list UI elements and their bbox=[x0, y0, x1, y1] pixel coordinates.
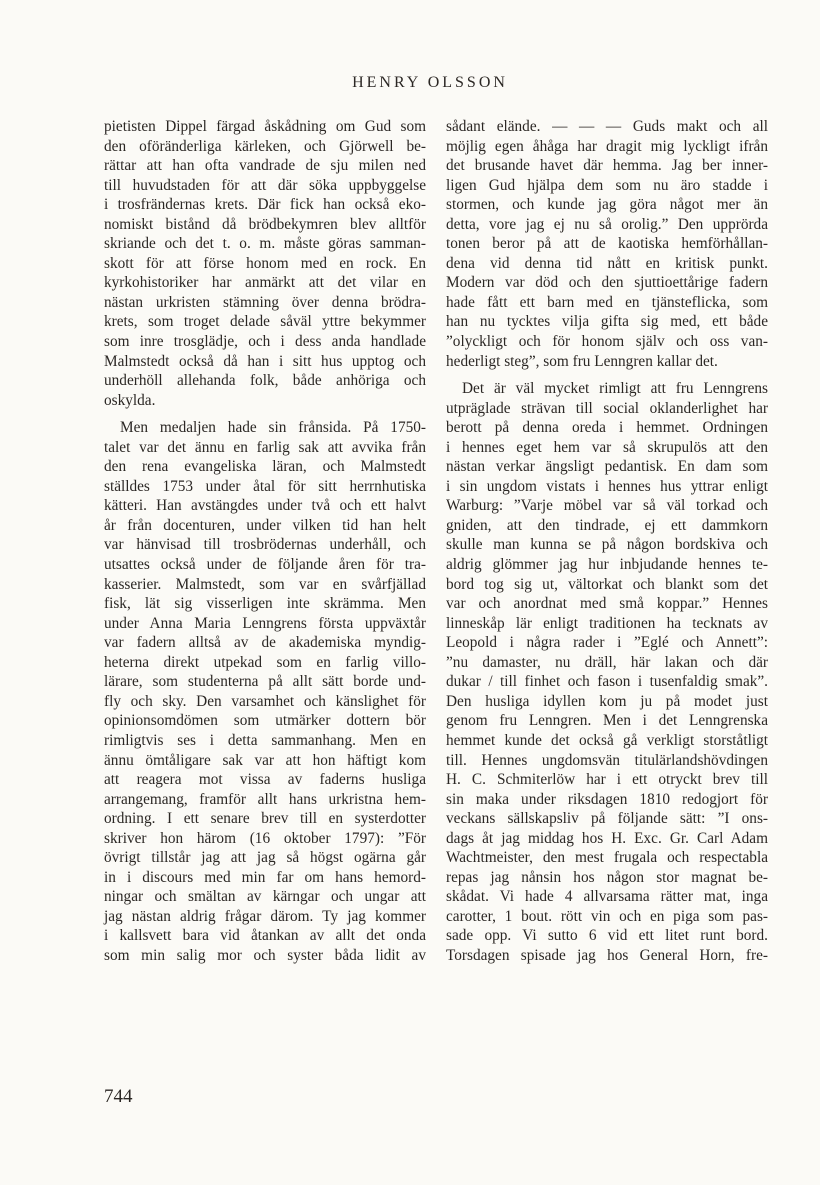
text-line: den oföränderliga kärleken, och Gjörwell be- bbox=[104, 137, 426, 155]
text-line: dena vid denna tid nått en kritisk punkt. bbox=[446, 254, 768, 272]
text-line: Men medaljen hade sin frånsida. På 1750- bbox=[120, 419, 426, 437]
text-line: tonen beror på att de kaotiska hemförhållan- bbox=[446, 235, 768, 253]
text-line: sådant elände. — — — Guds makt och all bbox=[446, 118, 768, 135]
text-line: skriande och det t. o. m. måste göras samman- bbox=[104, 235, 426, 253]
text-line: skådat. Vi hade 4 allvarsama rätter mat, inga bbox=[446, 888, 768, 906]
text-line: kyrkohistoriker har anmärkt att det vilar en bbox=[104, 274, 426, 292]
text-line: hemmet kunde det också gå verkligt storståtligt bbox=[446, 731, 768, 749]
text-line: var och anordnat med små koppar.” Hennes bbox=[446, 595, 768, 613]
text-line: gniden, att den tindrade, ej ett dammkorn bbox=[446, 516, 768, 534]
right-column bbox=[446, 117, 768, 966]
text-line: pietisten Dippel färgad åskådning om Gud som bbox=[104, 118, 426, 135]
text-line: hederligt steg”, som fru Lenngren kallar det. bbox=[446, 352, 718, 370]
text-line: som min salig mor och syster båda lidit av bbox=[104, 946, 426, 964]
text-line: lärare, som studenterna på allt sätt borde und- bbox=[104, 673, 426, 691]
page-number: 744 bbox=[104, 1086, 133, 1107]
text-line: dags åt jag middag hos H. Exc. Gr. Carl Adam bbox=[446, 829, 768, 847]
running-head: HENRY OLSSON bbox=[352, 74, 508, 91]
text-line: bord tog sig ut, vältorkat och blankt som det bbox=[446, 575, 768, 593]
text-line: Det är väl mycket rimligt att fru Lenngrens bbox=[462, 380, 768, 398]
text-line: övrigt tillstår jag att jag så högst ogärna går bbox=[104, 849, 426, 867]
text-line: Torsdagen spisade jag hos General Horn, fre- bbox=[446, 946, 768, 964]
text-line: hade fått ett barn med en tjänsteflicka, som bbox=[446, 293, 768, 311]
text-line: nästan verkar ängsligt pedantisk. En dam som bbox=[446, 458, 768, 476]
text-line: Leopold i några rader i ”Eglé och Annett”: bbox=[446, 634, 768, 652]
text-line: opinionsomdömen som utmärker dottern bör bbox=[104, 712, 426, 730]
text-line: underhöll allehanda folk, både anhöriga och bbox=[104, 372, 426, 390]
text-line: i kallsvett bara vid åtankan av allt det onda bbox=[104, 927, 426, 945]
paragraph bbox=[104, 418, 426, 965]
paragraph bbox=[446, 379, 768, 965]
text-line: var hänvisad till trosbrödernas underhåll, och bbox=[104, 536, 426, 554]
text-line: rimligtvis ses i detta sammanhang. Men en bbox=[104, 731, 426, 749]
text-line: talet var det ännu en farlig sak att avvika från bbox=[104, 438, 426, 456]
text-line: under Anna Maria Lenngrens första uppväxtår bbox=[104, 614, 426, 632]
text-line: aldrig glömmer jag hur inbjudande hennes te- bbox=[446, 556, 768, 574]
text-line: den rena evangeliska läran, och Malmstedt bbox=[104, 458, 426, 476]
text-line: Wachtmeister, den mest frugala och respectabla bbox=[446, 849, 768, 867]
text-line: Warburg: ”Varje möbel var så väl torkad och bbox=[446, 497, 768, 515]
text-line: som inre trosglädje, och i dess anda handlade bbox=[104, 333, 426, 351]
text-line: ännu ömtåligare sak var att hon häftigt kom bbox=[104, 751, 426, 769]
text-line: utpräglade strävan till social oklanderlighet har bbox=[446, 399, 768, 417]
text-line: dukar / till finhet och fason i tusenfaldig smak”. bbox=[446, 673, 768, 691]
text-line: ningar och smältan av kärngar och ungar att bbox=[104, 888, 426, 906]
text-line: han nu tycktes vilja gifta sig med, ett både bbox=[446, 313, 768, 331]
paragraph bbox=[446, 117, 768, 371]
text-line: berott på denna oreda i hemmet. Ordningen bbox=[446, 419, 768, 437]
text-line: fisk, lät sig visserligen inte skrämma. Men bbox=[104, 595, 426, 613]
text-line: ordning. I ett senare brev till en systerdotter bbox=[104, 810, 426, 828]
text-line: carotter, 1 bout. rött vin och en piga som pas- bbox=[446, 907, 768, 925]
text-line: att reagera mot vissa av faderns husliga bbox=[104, 771, 426, 789]
text-line: nästan urkristen stämning över denna brödra- bbox=[104, 293, 426, 311]
paragraph bbox=[104, 117, 426, 410]
text-line: utsattes också under de följande åren för tra- bbox=[104, 556, 426, 574]
text-line: Malmstedt också då han i sitt hus upptog och bbox=[104, 352, 426, 370]
text-line: i hennes eget hem var så skrupulös att den bbox=[446, 438, 768, 456]
text-line: sade opp. Vi sutto 6 vid ett litet runt bord. bbox=[446, 927, 768, 945]
text-line: oskylda. bbox=[104, 391, 156, 409]
text-line: in i discours med min far om hans hemord- bbox=[104, 868, 426, 886]
text-line: stormen, och kunde jag göra något mer än bbox=[446, 196, 768, 214]
text-line: ställdes 1753 under åtal för sitt herrnhutiska bbox=[104, 477, 426, 495]
text-line: Den husliga idyllen kom ju på modet just bbox=[446, 692, 768, 710]
text-line: genom fru Lenngren. Men i det Lenngrenska bbox=[446, 712, 768, 730]
text-line: skriver hon härom (16 oktober 1797): ”För bbox=[104, 829, 426, 847]
text-line: skulle man kunna se på någon bordskiva och bbox=[446, 536, 768, 554]
text-line: fly och sky. Den varsamhet och känslighet för bbox=[104, 692, 426, 710]
text-line: repas jag nånsin hos någon stor magnat be- bbox=[446, 868, 768, 886]
text-line: Modern var död och den sjuttioettårige fadern bbox=[446, 274, 768, 292]
text-line: krets, som troget delade såväl yttre bekymmer bbox=[104, 313, 426, 331]
text-line: sin maka under riksdagen 1810 redogjort för bbox=[446, 790, 768, 808]
text-line: till huvudstaden för att där söka uppbyggelse bbox=[104, 176, 426, 194]
text-line: till. Hennes ungdomsvän titulärlandshövdingen bbox=[446, 751, 768, 769]
text-line: jag nästan aldrig frågar därom. Ty jag kommer bbox=[104, 907, 426, 925]
text-line: rättar att han ofta vandrade de sju milen ned bbox=[104, 157, 426, 175]
text-line: det brusande havet där hemma. Jag ber inner- bbox=[446, 157, 768, 175]
text-line: detta, vore jag ej nu så orolig.” Den upprörda bbox=[446, 215, 768, 233]
text-line: år från docenturen, under vilken tid han helt bbox=[104, 516, 426, 534]
text-line: ”nu damaster, nu dräll, här lakan och där bbox=[446, 653, 768, 671]
text-line: kätteri. Han avstängdes under två och ett halvt bbox=[104, 497, 426, 515]
left-column bbox=[104, 117, 426, 966]
text-line: linneskåp lär enligt traditionen ha tecknats av bbox=[446, 614, 768, 632]
text-line: heterna direkt utpekad som en farlig villo- bbox=[104, 653, 426, 671]
text-line: ”olyckligt och för honom själv och oss van- bbox=[446, 333, 768, 351]
text-line: skott för att förse honom med en rock. En bbox=[104, 254, 426, 272]
text-line: H. C. Schmiterlöw har i ett otryckt brev till bbox=[446, 771, 768, 789]
text-line: ligen Gud hjälpa dem som nu äro stadde i bbox=[446, 176, 768, 194]
text-line: var fadern alltså av de akademiska myndig- bbox=[104, 634, 426, 652]
text-line: arrangemang, framför allt hans urkristna hem- bbox=[104, 790, 426, 808]
text-line: möjlig egen åhåga har dragit mig lyckligt ifrån bbox=[446, 137, 768, 155]
text-line: nomiskt bistånd då brödbekymren blev alltför bbox=[104, 215, 426, 233]
text-line: i sin ungdom vistats i hennes hus yttrar enligt bbox=[446, 477, 768, 495]
text-line: kasserier. Malmstedt, som var en svårfjällad bbox=[104, 575, 426, 593]
text-line: veckans sällskapsliv på följande sätt: ”I ons- bbox=[446, 810, 768, 828]
text-line: i trosfrändernas krets. Där fick han också eko- bbox=[104, 196, 426, 214]
